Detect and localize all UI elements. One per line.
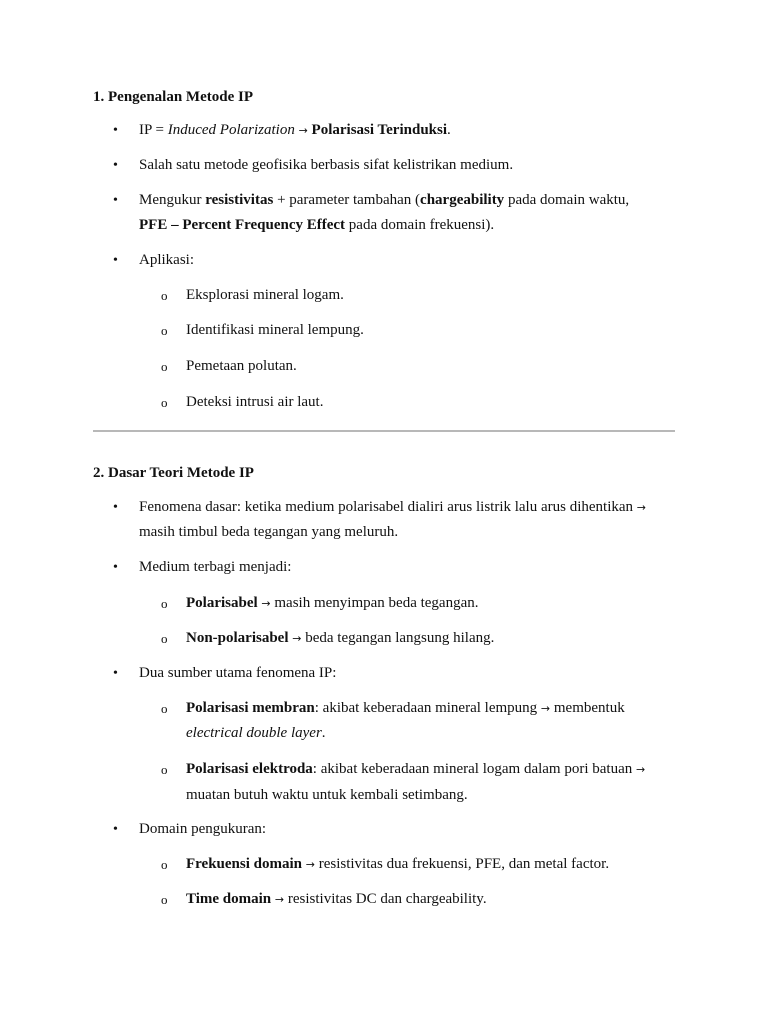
circle-marker: o <box>161 631 168 646</box>
list-item-text: Fenomena dasar: ketika medium polarisabel dialiri arus listrik lalu arus dihentikan → <box>139 499 647 515</box>
arrow-icon: → <box>298 124 308 137</box>
list-item-text: Mengukur resistivitas + parameter tambahan (chargeability pada domain waktu, <box>139 192 630 208</box>
horizontal-divider <box>93 430 675 432</box>
section-2-heading: 2. Dasar Teori Metode IP <box>93 465 254 481</box>
bullet-marker: • <box>113 500 118 515</box>
sub-list-item-text: muatan butuh waktu untuk kembali setimbang. <box>186 787 468 803</box>
sub-list-item-text: Polarisasi elektroda: akibat keberadaan mineral logam dalam pori batuan → <box>186 761 646 777</box>
sub-list-item-text: Deteksi intrusi air laut. <box>186 394 324 410</box>
arrow-icon: → <box>636 763 646 776</box>
sub-list-item-text: Polarisasi membran: akibat keberadaan mineral lempung → membentuk <box>186 700 625 716</box>
section-1-heading: 1. Pengenalan Metode IP <box>93 89 253 105</box>
list-item-text: masih timbul beda tegangan yang meluruh. <box>139 524 399 540</box>
circle-marker: o <box>161 359 168 374</box>
sub-list-item-text: Frekuensi domain → resistivitas dua frekuensi, PFE, dan metal factor. <box>186 856 610 872</box>
circle-marker: o <box>161 596 168 611</box>
sub-list-item-text: Non-polarisabel → beda tegangan langsung hilang. <box>186 630 495 646</box>
arrow-icon: → <box>305 858 315 871</box>
circle-marker: o <box>161 857 168 872</box>
arrow-icon: → <box>261 597 271 610</box>
bullet-marker: • <box>113 193 118 208</box>
circle-marker: o <box>161 323 168 338</box>
sub-list-item-text: Time domain → resistivitas DC dan chargeability. <box>186 891 487 907</box>
circle-marker: o <box>161 288 168 303</box>
list-item-text: Salah satu metode geofisika berbasis sifat kelistrikan medium. <box>139 157 514 173</box>
bullet-marker: • <box>113 253 118 268</box>
arrow-icon: → <box>292 632 302 645</box>
bullet-marker: • <box>113 560 118 575</box>
circle-marker: o <box>161 701 168 716</box>
circle-marker: o <box>161 762 168 777</box>
sub-list-item-text: Polarisabel → masih menyimpan beda tegangan. <box>186 595 479 611</box>
sub-list-item-text: Eksplorasi mineral logam. <box>186 287 344 303</box>
list-item-text: Dua sumber utama fenomena IP: <box>139 665 337 681</box>
arrow-icon: → <box>274 893 285 906</box>
arrow-icon: → <box>540 702 551 715</box>
list-item-text: Aplikasi: <box>139 252 194 268</box>
bullet-marker: • <box>113 158 118 173</box>
circle-marker: o <box>161 395 168 410</box>
sub-list-item-text: Identifikasi mineral lempung. <box>186 322 364 338</box>
arrow-icon: → <box>636 501 647 514</box>
bullet-marker: • <box>113 666 118 681</box>
sub-list-item-text: Pemetaan polutan. <box>186 358 297 374</box>
list-item-text: Medium terbagi menjadi: <box>139 559 292 575</box>
sub-list-item-text: electrical double layer. <box>186 725 326 741</box>
bullet-marker: • <box>113 123 118 138</box>
circle-marker: o <box>161 892 168 907</box>
bullet-marker: • <box>113 822 118 837</box>
list-item-text: Domain pengukuran: <box>139 821 267 837</box>
list-item-text: IP = Induced Polarization → Polarisasi Terinduksi. <box>139 122 451 138</box>
list-item-text: PFE – Percent Frequency Effect pada domain frekuensi). <box>139 217 495 233</box>
